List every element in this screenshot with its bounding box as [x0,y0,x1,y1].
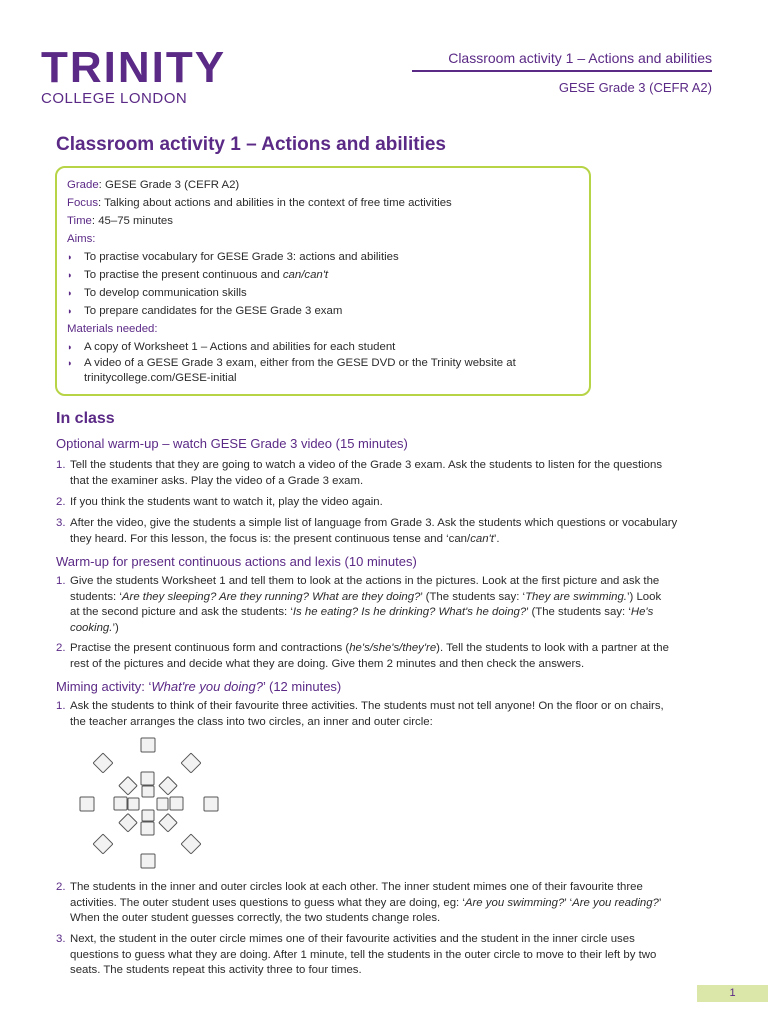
logo-wordmark: TRINITY [41,43,227,92]
miming-heading [56,679,341,694]
materials-label: Materials needed: [67,323,158,335]
item-number: 2. [56,881,66,893]
list-item [56,932,712,979]
warmup2-heading [56,554,417,569]
chair-icon [141,854,155,868]
time-line [67,212,579,230]
chair-icon [141,822,154,835]
aim-item: ◗ To develop communication skills [67,284,579,302]
miming-title-italic: What're you doing? [151,679,263,694]
chair-icon [93,834,113,854]
logo-subtitle: COLLEGE LONDON [41,90,188,107]
chair-icon [141,772,154,785]
item-number: 3. [56,933,66,945]
item-line: The students in the inner and outer circles look at each other. The inner student mimes one of their favourite three [70,881,643,893]
item-line: Tell the students that they are going to watch a video of the Grade 3 exam. Ask the students to listen for the questions [70,459,663,471]
item-text: students: ‘ [70,590,122,603]
item-tail: ’. [493,532,500,545]
focus-label: Focus [67,197,99,209]
aim-item: ◗ To prepare candidates for the GESE Grade 3 exam [67,302,579,320]
chair-icon [141,738,155,752]
page-title: Classroom activity 1 – Actions and abilities [56,134,446,155]
item-line: questions to guess what they are doing. After 1 minute, tell the students in the outer circle to move to their left by two [70,948,657,961]
running-header [412,50,712,95]
item-italic: Is he eating? Is he drinking? What's he doing? [292,606,527,618]
section-in-class: In class [56,410,115,427]
item-text: ’ (The students say: ‘ [526,606,631,618]
seating-circles-diagram [76,734,226,874]
chair-icon [119,777,137,795]
warmup1-heading [56,436,408,451]
aim-text: To practise the present continuous and [84,269,283,281]
material-link: trinitycollege.com/GESE-initial [84,372,237,384]
list-item [56,880,712,927]
focus-value: : Talking about actions and abilities in the context of free time activities [98,197,452,209]
item-text: Practise the present continuous form and contractions ( [70,642,350,654]
item-text: ’ [658,896,662,909]
focus-line [67,194,579,212]
warmup2-title: Warm-up for present continuous actions and lexis [56,554,345,569]
aim-cancant: can/can't [282,269,329,281]
item-italic: cooking. [70,621,113,634]
chair-icon [119,814,137,832]
item-text: ’ ‘ [564,896,573,909]
item-italic: Are you reading? [572,896,659,909]
chair-icon [142,786,154,797]
header-doc-title: Classroom activity 1 – Actions and abilities [412,50,712,72]
chair-icon [80,797,94,811]
list-item [56,574,712,636]
grade-value: : GESE Grade 3 (CEFR A2) [98,179,240,191]
item-italic: can't [470,532,494,545]
item-line: When the outer student guesses correctly, the two students change roles. [70,912,441,924]
grade-line [67,176,579,194]
material-item: ◗ A copy of Worksheet 1 – Actions and abilities for each student [67,338,579,356]
material-item [67,356,579,386]
time-value: : 45–75 minutes [91,215,173,227]
page-number: 1 [697,985,768,1002]
item-italic: They are swimming. [525,590,627,603]
chair-icon [181,753,201,773]
aim-item [67,266,579,284]
item-number: 2. [56,642,66,654]
item-italic: Are they sleeping? Are they running? What are they doing? [121,590,421,603]
item-line: Ask the students to think of their favourite three activities. The students must not tell anyone! On the floor or on chairs, [70,700,664,712]
chair-icon [142,810,154,821]
item-number: 2. [56,496,66,508]
item-italic: he's/she's/they're [349,642,437,654]
grade-label: Grade [67,179,99,191]
list-item [56,495,712,511]
chair-icon [204,797,218,811]
material-text: A video of a GESE Grade 3 exam, either from the GESE DVD or the Trinity website at [84,357,516,369]
item-italic: Are you swimming? [464,896,565,909]
item-line: rest of the pictures and decide what they are doing. Give them 2 minutes and then check the answers. [70,657,585,670]
warmup1-duration: (15 minutes) [335,436,408,451]
miming-duration: (12 minutes) [269,679,342,694]
warmup1-title: Optional warm-up – watch GESE Grade 3 video [56,436,336,451]
item-text: at the second picture and ask the students: ‘ [70,606,293,618]
chair-icon [170,797,183,810]
warmup2-duration: (10 minutes) [344,554,417,569]
chair-icon [181,834,201,854]
list-item [56,458,712,489]
item-text: ’) [112,621,119,634]
activity-info-box [55,166,591,396]
item-line: seats. The students repeat this activity three to four times. [70,964,362,976]
aim-item: ◗ To practise vocabulary for GESE Grade 3: actions and abilities [67,248,579,266]
chair-icon [159,777,177,795]
header-grade: GESE Grade 3 (CEFR A2) [558,80,712,95]
list-item [56,699,712,730]
chair-icon [114,797,127,810]
chair-icon [128,798,139,810]
time-label: Time [67,215,92,227]
aims-label: Aims: [67,233,96,245]
list-item [56,516,712,547]
item-line: If you think the students want to watch it, play the video again. [70,496,383,508]
item-text: ). Tell the students to look with a partner at the [436,642,669,654]
miming-title: Miming activity: ‘ [56,679,152,694]
item-text: activities. The outer student uses questions to guess what they are doing, eg: ‘ [70,896,465,909]
item-italic: He's [630,606,654,618]
item-number: 1. [56,700,66,712]
item-line: Give the students Worksheet 1 and tell them to look at the actions in the pictures. Look at the first picture and ask the [70,575,660,587]
chair-icon [159,814,177,832]
item-text: ’ (The students say: ‘ [420,590,526,603]
item-line: they heard. For this lesson, the focus is: the present continuous tense and ‘can/ [70,532,471,545]
item-line: After the video, give the students a simple list of language from Grade 3. Ask the students which questions or vocabulary [70,517,678,529]
item-number: 1. [56,575,66,587]
item-text: ’) Look [626,590,662,603]
miming-title-end: ’ [262,679,269,694]
list-item [56,641,712,672]
chair-icon [93,753,113,773]
trinity-logo [41,43,227,108]
item-line: Next, the student in the outer circle mimes one of their favourite activities and the student in the inner circle uses [70,933,635,945]
item-number: 1. [56,459,66,471]
item-number: 3. [56,517,66,529]
item-line: that the examiner asks. Play the video of a Grade 3 exam. [70,474,364,487]
item-line: the teacher arranges the class into two circles, an inner and outer circle: [70,715,433,728]
chair-icon [157,798,168,810]
